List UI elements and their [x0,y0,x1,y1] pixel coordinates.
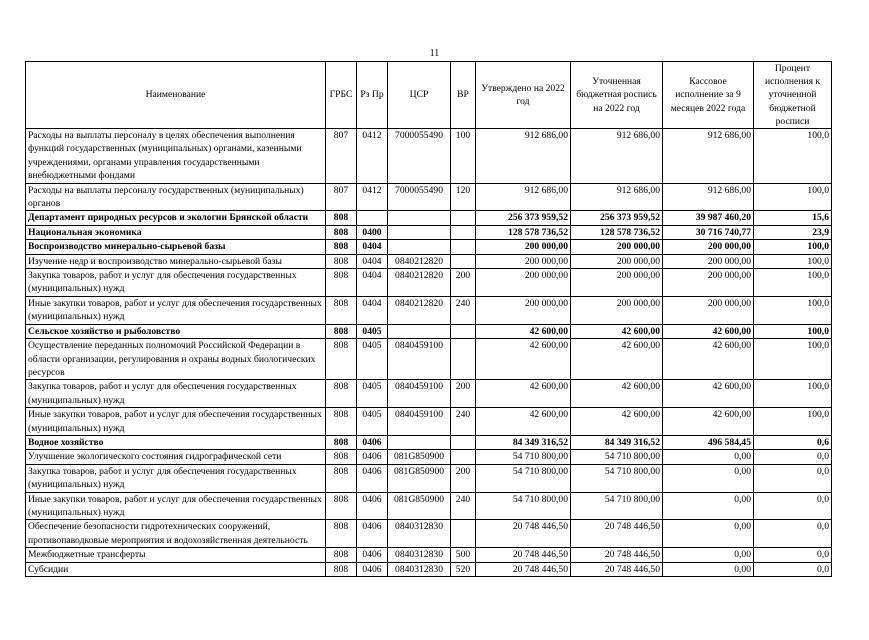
cell-csr: 0840459100 [388,380,451,408]
table-row [26,435,832,449]
cell-approved: 912 686,00 [476,183,571,211]
table-row [26,562,832,576]
cell-grbs: 808 [326,296,357,324]
cell-grbs: 808 [326,339,357,380]
cell-grbs: 808 [326,450,357,464]
cell-csr [388,324,451,338]
cell-rzpr: 0406 [357,435,388,449]
cell-approved: 128 578 736,52 [476,225,571,239]
cell-cash: 200 000,00 [663,269,754,297]
cell-rzpr: 0405 [357,324,388,338]
cell-percent: 0,0 [754,548,832,562]
cell-vr: 200 [451,269,476,297]
cell-refined: 42 600,00 [571,339,663,380]
cell-vr [451,254,476,268]
table-row [26,183,832,211]
cell-approved: 84 349 316,52 [476,435,571,449]
cell-vr [451,450,476,464]
table-row [26,380,832,408]
cell-name: Закупка товаров, работ и услуг для обеспечения государственных (муниципальных) нужд [26,464,326,492]
cell-percent: 100,0 [754,380,832,408]
cell-csr: 0840312830 [388,520,451,548]
cell-vr [451,324,476,338]
cell-cash: 0,00 [663,492,754,520]
cell-rzpr: 0405 [357,339,388,380]
cell-refined: 54 710 800,00 [571,450,663,464]
cell-rzpr: 0412 [357,129,388,184]
cell-cash: 42 600,00 [663,408,754,436]
cell-csr: 081G850900 [388,492,451,520]
table-row [26,269,832,297]
header-grbs: ГРБС [326,62,357,129]
cell-vr: 200 [451,380,476,408]
cell-approved: 54 710 800,00 [476,450,571,464]
header-csr: ЦСР [388,62,451,129]
cell-name: Межбюджетные трансферты [26,548,326,562]
cell-csr: 0840459100 [388,408,451,436]
cell-name: Улучшение экологического состояния гидрографической сети [26,450,326,464]
cell-rzpr: 0406 [357,450,388,464]
cell-refined: 200 000,00 [571,240,663,254]
cell-vr [451,211,476,225]
cell-name: Сельское хозяйство и рыболовство [26,324,326,338]
cell-refined: 54 710 800,00 [571,492,663,520]
cell-cash: 912 686,00 [663,183,754,211]
cell-percent: 0,0 [754,492,832,520]
cell-vr [451,240,476,254]
cell-rzpr: 0406 [357,520,388,548]
cell-vr [451,225,476,239]
cell-rzpr: 0412 [357,183,388,211]
cell-approved: 42 600,00 [476,408,571,436]
cell-percent: 23,9 [754,225,832,239]
header-name: Наименование [26,62,326,129]
cell-approved: 200 000,00 [476,296,571,324]
header-vr: ВР [451,62,476,129]
table-row [26,492,832,520]
cell-refined: 84 349 316,52 [571,435,663,449]
cell-approved: 54 710 800,00 [476,492,571,520]
cell-percent: 100,0 [754,339,832,380]
cell-csr: 081G850900 [388,464,451,492]
cell-approved: 912 686,00 [476,129,571,184]
cell-refined: 128 578 736,52 [571,225,663,239]
cell-approved: 42 600,00 [476,380,571,408]
cell-approved: 20 748 446,50 [476,520,571,548]
table-row [26,548,832,562]
cell-approved: 42 600,00 [476,339,571,380]
header-percent: Процент исполнения к уточненной бюджетной росписи [754,62,832,129]
page-number: 11 [429,48,440,59]
cell-approved: 200 000,00 [476,254,571,268]
cell-cash: 0,00 [663,548,754,562]
cell-rzpr: 0406 [357,464,388,492]
cell-vr [451,520,476,548]
cell-percent: 100,0 [754,183,832,211]
cell-name: Расходы на выплаты персоналу в целях обеспечения выполнения функций государственных (муниципальных) органами, казенными учреждениями, органами управления государственными внебюджетными фондами [26,129,326,184]
cell-refined: 200 000,00 [571,269,663,297]
cell-csr: 0840212820 [388,269,451,297]
cell-cash: 496 584,45 [663,435,754,449]
cell-cash: 39 987 460,20 [663,211,754,225]
cell-vr: 120 [451,183,476,211]
cell-vr: 240 [451,492,476,520]
cell-approved: 20 748 446,50 [476,548,571,562]
cell-cash: 30 716 740,77 [663,225,754,239]
cell-cash: 42 600,00 [663,380,754,408]
cell-name: Закупка товаров, работ и услуг для обеспечения государственных (муниципальных) нужд [26,380,326,408]
cell-grbs: 808 [326,324,357,338]
header-row [26,62,832,129]
table-row [26,296,832,324]
cell-percent: 0,0 [754,450,832,464]
cell-grbs: 808 [326,408,357,436]
cell-rzpr [357,211,388,225]
cell-grbs: 808 [326,225,357,239]
table-row [26,129,832,184]
cell-approved: 42 600,00 [476,324,571,338]
cell-approved: 256 373 959,52 [476,211,571,225]
cell-rzpr: 0404 [357,240,388,254]
cell-rzpr: 0400 [357,225,388,239]
cell-name: Закупка товаров, работ и услуг для обеспечения государственных (муниципальных) нужд [26,269,326,297]
cell-percent: 100,0 [754,129,832,184]
header-approved: Утверждено на 2022 год [476,62,571,129]
cell-refined: 20 748 446,50 [571,562,663,576]
cell-csr [388,211,451,225]
cell-grbs: 808 [326,492,357,520]
cell-rzpr: 0406 [357,548,388,562]
cell-percent: 100,0 [754,408,832,436]
table-row [26,339,832,380]
cell-refined: 42 600,00 [571,324,663,338]
table-row [26,254,832,268]
cell-grbs: 808 [326,464,357,492]
cell-name: Департамент природных ресурсов и экологии Брянской области [26,211,326,225]
cell-grbs: 808 [326,435,357,449]
cell-name: Национальная экономика [26,225,326,239]
cell-percent: 0,0 [754,464,832,492]
table-row [26,408,832,436]
cell-percent: 0,0 [754,520,832,548]
cell-grbs: 808 [326,520,357,548]
table-row [26,450,832,464]
cell-refined: 54 710 800,00 [571,464,663,492]
cell-vr [451,339,476,380]
cell-csr: 0840212820 [388,296,451,324]
header-refined: Уточненная бюджетная роспись на 2022 год [571,62,663,129]
cell-refined: 20 748 446,50 [571,548,663,562]
cell-csr: 081G850900 [388,450,451,464]
cell-vr: 520 [451,562,476,576]
cell-cash: 42 600,00 [663,324,754,338]
cell-refined: 200 000,00 [571,296,663,324]
table-row [26,520,832,548]
cell-percent: 100,0 [754,254,832,268]
cell-refined: 912 686,00 [571,129,663,184]
cell-rzpr: 0406 [357,492,388,520]
cell-csr: 7000055490 [388,129,451,184]
cell-percent: 0,6 [754,435,832,449]
cell-cash: 912 686,00 [663,129,754,184]
cell-grbs: 808 [326,562,357,576]
cell-rzpr: 0404 [357,269,388,297]
cell-name: Обеспечение безопасности гидротехнических сооружений, противопаводковые мероприятия и водохозяйственная деятельность [26,520,326,548]
cell-rzpr: 0404 [357,254,388,268]
cell-vr: 240 [451,408,476,436]
table-row [26,211,832,225]
cell-approved: 54 710 800,00 [476,464,571,492]
cell-percent: 15,6 [754,211,832,225]
cell-grbs: 808 [326,240,357,254]
cell-percent: 100,0 [754,240,832,254]
cell-approved: 200 000,00 [476,269,571,297]
cell-refined: 200 000,00 [571,254,663,268]
cell-vr [451,435,476,449]
cell-csr [388,240,451,254]
cell-csr [388,435,451,449]
cell-refined: 42 600,00 [571,408,663,436]
cell-rzpr: 0406 [357,562,388,576]
cell-csr [388,225,451,239]
cell-percent: 0,0 [754,562,832,576]
cell-grbs: 808 [326,269,357,297]
cell-name: Иные закупки товаров, работ и услуг для обеспечения государственных (муниципальных) нужд [26,408,326,436]
cell-vr: 100 [451,129,476,184]
cell-csr: 0840312830 [388,548,451,562]
cell-rzpr: 0405 [357,380,388,408]
cell-name: Иные закупки товаров, работ и услуг для обеспечения государственных (муниципальных) нужд [26,296,326,324]
cell-csr: 7000055490 [388,183,451,211]
cell-cash: 0,00 [663,520,754,548]
cell-percent: 100,0 [754,324,832,338]
header-cash: Кассовое исполнение за 9 месяцев 2022 года [663,62,754,129]
cell-cash: 200 000,00 [663,254,754,268]
cell-rzpr: 0405 [357,408,388,436]
cell-cash: 0,00 [663,562,754,576]
cell-grbs: 808 [326,548,357,562]
table-row [26,240,832,254]
cell-csr: 0840212820 [388,254,451,268]
cell-refined: 256 373 959,52 [571,211,663,225]
cell-name: Иные закупки товаров, работ и услуг для обеспечения государственных (муниципальных) нужд [26,492,326,520]
table-row [26,324,832,338]
cell-cash: 200 000,00 [663,240,754,254]
cell-grbs: 808 [326,254,357,268]
cell-percent: 100,0 [754,296,832,324]
cell-vr: 240 [451,296,476,324]
cell-grbs: 807 [326,183,357,211]
cell-approved: 200 000,00 [476,240,571,254]
cell-cash: 0,00 [663,450,754,464]
table-row [26,225,832,239]
cell-name: Осуществление переданных полномочий Российской Федерации в области организации, регулирования и охраны водных биологических ресурсов [26,339,326,380]
cell-name: Субсидии [26,562,326,576]
cell-vr: 500 [451,548,476,562]
cell-grbs: 808 [326,211,357,225]
cell-name: Изучение недр и воспроизводство минерально-сырьевой базы [26,254,326,268]
cell-refined: 42 600,00 [571,380,663,408]
cell-grbs: 807 [326,129,357,184]
cell-vr: 200 [451,464,476,492]
cell-refined: 912 686,00 [571,183,663,211]
budget-table [25,61,832,577]
cell-rzpr: 0404 [357,296,388,324]
table-row [26,464,832,492]
cell-approved: 20 748 446,50 [476,562,571,576]
cell-name: Воспроизводство минерально-сырьевой базы [26,240,326,254]
cell-percent: 100,0 [754,269,832,297]
cell-csr: 0840312830 [388,562,451,576]
cell-cash: 42 600,00 [663,339,754,380]
cell-name: Водное хозяйство [26,435,326,449]
cell-refined: 20 748 446,50 [571,520,663,548]
cell-cash: 200 000,00 [663,296,754,324]
cell-grbs: 808 [326,380,357,408]
cell-cash: 0,00 [663,464,754,492]
cell-name: Расходы на выплаты персоналу государственных (муниципальных) органов [26,183,326,211]
table-body [26,129,832,577]
header-rzpr: Рз Пр [357,62,388,129]
cell-csr: 0840459100 [388,339,451,380]
